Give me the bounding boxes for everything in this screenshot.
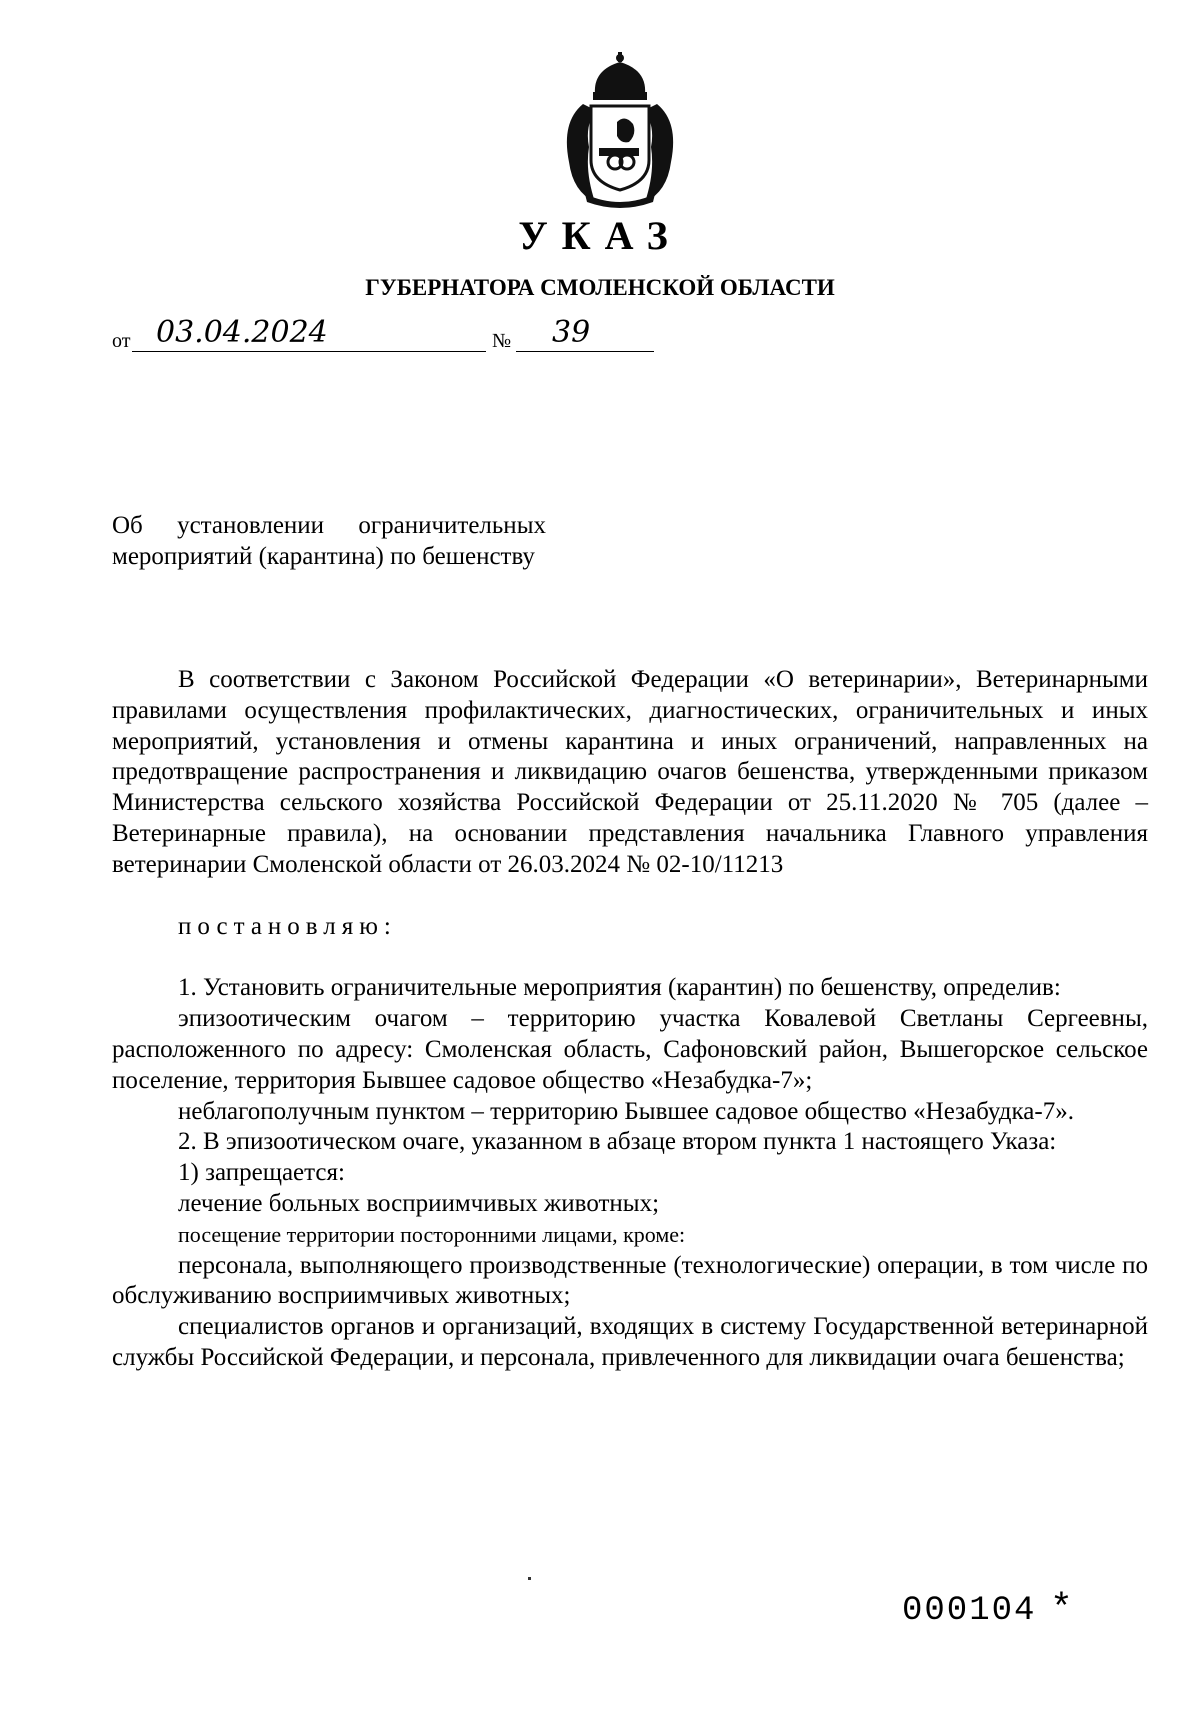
paragraph-2: 2. В эпизоотическом очаге, указанном в абзаце втором пункта 1 настоящего Указа:: [178, 1128, 1057, 1156]
document-body: [112, 665, 1148, 1374]
date-value: 03.04.2024: [132, 318, 486, 352]
paragraph-1-b: неблагополучным пунктом – территорию Бывшее садовое общество «Незабудка-7».: [178, 1097, 1074, 1125]
preamble-paragraph: В соответствии с Законом Российской Федерации «О ветеринарии», Ветеринарными правилами осуществления профилактических, диагностических, ограничительных и иных мероприятий, установления и отмены карантина и иных ограничений, направленных на предотвращение распространения и ликвидацию очагов бешенства, утвержденными приказом Министерства сельского хозяйства Российской Федерации от 25.11.2020 № 705 (далее – Ветеринарные правила), на основании представления начальника Главного управления ветеринарии Смоленской области от 26.03.2024 № 02-10/11213: [112, 666, 1148, 878]
number-label: №: [492, 330, 512, 352]
paragraph-2-1-a: лечение больных восприимчивых животных;: [178, 1189, 660, 1217]
document-subject: Об установлении ограничительных мероприятий (карантина) по бешенству: [112, 512, 546, 570]
paragraph-1: 1. Установить ограничительные мероприятия (карантин) по бешенству, определив:: [178, 974, 1061, 1002]
star-mark: *: [1050, 1588, 1073, 1631]
paragraph-2-1-d: специалистов органов и организаций, входящих в систему Государственной ветеринарной службы Российской Федерации, и персонала, привлеченного для ликвидации очага бешенства;: [112, 1313, 1148, 1371]
smolensk-coat-of-arms-icon: [555, 52, 685, 212]
scan-dot: [528, 1577, 531, 1580]
paragraph-2-1-c: персонала, выполняющего производственные (технологические) операции, в том числе по обслуживанию восприимчивых животных;: [112, 1251, 1148, 1310]
document-title: УКАЗ: [518, 213, 682, 258]
date-label: от: [112, 330, 131, 352]
paragraph-1-a: эпизоотическим очагом – территорию участка Ковалевой Светланы Сергеевны, расположенного по адресу: Смоленская область, Сафоновский район, Вышегорское сельское поселение, территория Бывшее садовое общество «Незабудка-7»;: [112, 1005, 1148, 1094]
document-subtitle: ГУБЕРНАТОРА СМОЛЕНСКОЙ ОБЛАСТИ: [365, 275, 835, 300]
paragraph-2-1: 1) запрещается:: [178, 1159, 345, 1187]
serial-number: 000104: [902, 1592, 1037, 1630]
decree-word: постановляю:: [178, 912, 397, 940]
number-value: 39: [516, 318, 654, 352]
paragraph-2-1-b: посещение территории посторонними лицами, кроме:: [178, 1221, 686, 1247]
